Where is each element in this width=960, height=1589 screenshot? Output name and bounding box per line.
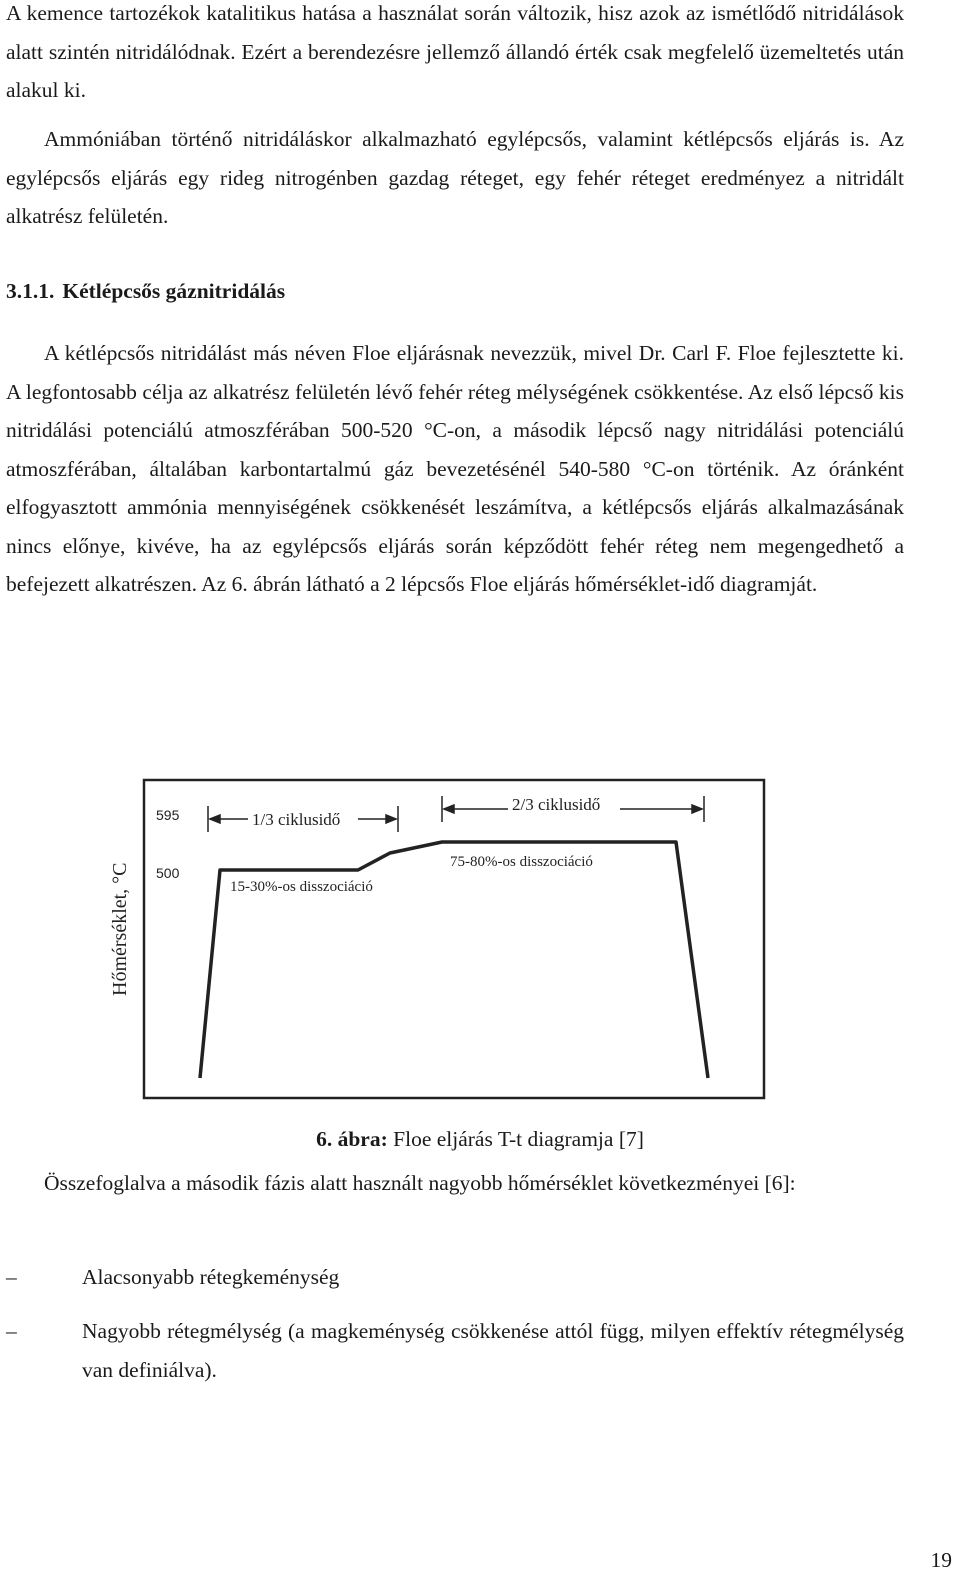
phase2-duration-label: 2/3 ciklusidő [512, 795, 601, 814]
phase2-dissociation-label: 75-80%-os disszociáció [450, 854, 593, 870]
phase1-dissociation-label: 15-30%-os disszociáció [230, 879, 373, 895]
paragraph-floe: A kétlépcsős nitridálást más néven Floe eljárásnak nevezzük, mivel Dr. Carl F. Floe fejlesztette ki. A legfontosabb célja az alkatrész felületén lévő fehér réteg mélységének csökkentése. Az első lépcső kis nitridálási potenciálú atmoszférában 500-520 °C-on, a második lépcső nagy nitridálási potenciálú atmoszférában, általában karbontartalmú gáz bevezetésénél 540-580 °C-on történik. Az óránként elfogyasztott ammónia mennyiségének csökkenését leszámítva, a kétlépcsős eljárás alkalmazásának nincs előnye, kivéve, ha az egylépcsős eljárás során képződött fehér réteg nem megengedhető a befejezett alkatrészen. Az 6. ábrán látható a 2 lépcsős Floe eljárás hőmérséklet-idő diagramját. [6, 341, 904, 596]
chart-frame [144, 780, 764, 1098]
section-number: 3.1.1. [6, 279, 55, 303]
page-number: 19 [930, 1548, 952, 1572]
figure-caption [0, 1124, 960, 1154]
section-heading [6, 272, 285, 310]
section-title: Kétlépcsős gáznitridálás [62, 279, 286, 303]
list-item [6, 1312, 904, 1389]
paragraph-kemence: A kemence tartozékok katalitikus hatása a használat során változik, hisz azok az ismétlődő nitridálások alatt szintén nitridálódnak. Ezért a berendezésre jellemző állandó érték csak megfelelő üzemeltetés után alakul ki. [6, 1, 904, 102]
dash-bullet: – [6, 1265, 17, 1289]
dash-bullet: – [6, 1319, 17, 1343]
y-axis-label: Hőmérséklet, °C [109, 862, 131, 996]
phase1-duration-label: 1/3 ciklusidő [252, 810, 341, 829]
list-item [6, 1258, 904, 1297]
floe-temperature-time-diagram [90, 778, 770, 1108]
figure-number: 6. ábra: [316, 1127, 388, 1151]
paragraph-ammonia: Ammóniában történő nitridáláskor alkalmazható egylépcsős, valamint kétlépcsős eljárás is. Az egylépcsős eljárás egy rideg nitrogénben gazdag réteget, egy fehér réteget eredményez a nitridált alkatrész felületén. [6, 127, 904, 228]
figure-caption-text: Floe eljárás T-t diagramja [7] [393, 1127, 644, 1151]
list-item-text: Nagyobb rétegmélység (a magkeménység csökkenése attól függ, milyen effektív rétegmélység van definiálva). [82, 1319, 904, 1382]
list-item-text: Alacsonyabb rétegkeménység [82, 1265, 340, 1289]
y-tick-595: 595 [156, 807, 180, 823]
y-tick-500: 500 [156, 865, 180, 881]
temperature-profile-line [200, 842, 708, 1078]
paragraph-summary: Összefoglalva a második fázis alatt használt nagyobb hőmérséklet következményei [6]: [44, 1171, 796, 1195]
